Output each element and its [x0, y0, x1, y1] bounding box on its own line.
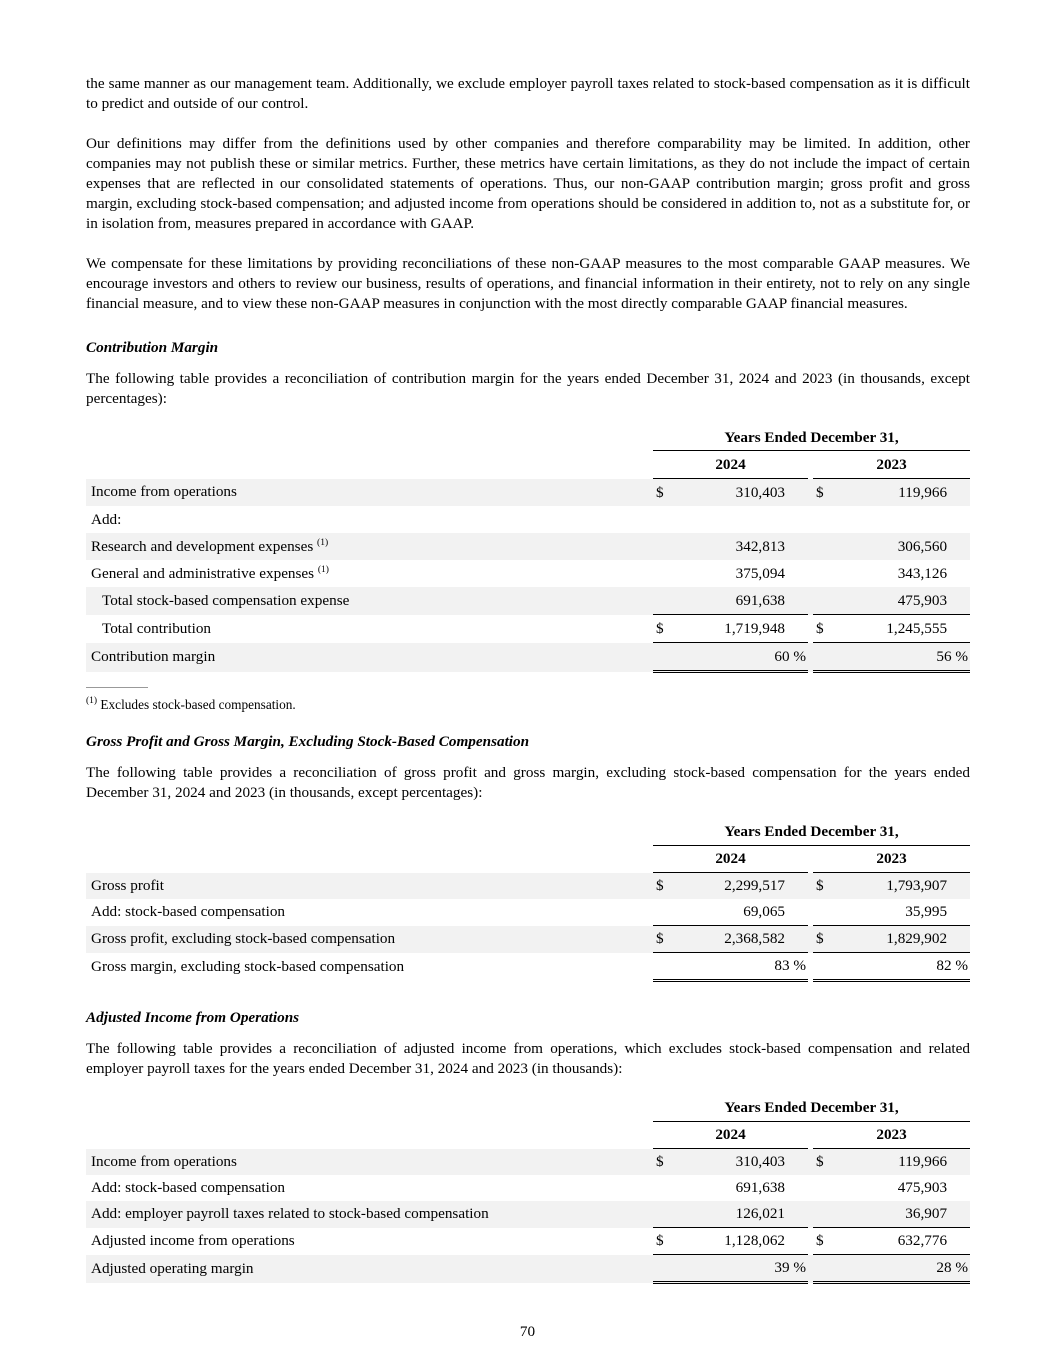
year-2024-header: 2024 — [653, 1122, 808, 1149]
adjusted-income-lead: The following table provides a reconciliation of adjusted income from operations, which excludes stock-based compensation and related employer payroll taxes for the years ended December 31, 2024 and 2023 (in thousands): — [86, 1040, 970, 1077]
dollar-sign: $ — [653, 1149, 688, 1176]
table-row — [86, 560, 970, 587]
footnote: $^{(1)}$ Excludes stock-based compensation. — [86, 696, 296, 712]
value-2023: 56 % — [848, 643, 970, 672]
table-header-years — [86, 846, 970, 873]
value-2024: 60 % — [688, 643, 808, 672]
table-row — [86, 587, 970, 615]
value-2023: 475,903 — [848, 587, 970, 615]
table-row — [86, 899, 970, 926]
footnote-marker: (1) — [317, 537, 329, 548]
year-2023-header: 2023 — [813, 1122, 970, 1149]
table-header-years — [86, 451, 970, 479]
value-2024: 1,719,948 — [688, 615, 808, 643]
value-2024: 375,094 — [735, 564, 785, 582]
dollar-sign: $ — [653, 926, 688, 953]
footnote-marker: (1) — [86, 696, 98, 706]
value-2023: 82 % — [848, 953, 970, 981]
table-row — [86, 953, 970, 981]
years-ended-header: Years Ended December 31, — [653, 819, 970, 846]
row-label: Total contribution — [102, 619, 212, 637]
row-label: Add: stock-based compensation — [91, 903, 286, 921]
value-2024: 691,638 — [735, 1179, 785, 1196]
value-2023: 1,245,555 — [848, 615, 970, 643]
value-2023: 343,126 — [897, 564, 948, 582]
row-label: Gross profit, excluding stock-based compensation — [86, 926, 653, 953]
table-row — [86, 1228, 970, 1255]
value-2024: 126,021 — [688, 1201, 808, 1228]
table-row — [86, 1255, 970, 1283]
value-2023: 306,560 — [848, 533, 970, 560]
row-label: Total stock-based compensation expense — [86, 587, 653, 615]
page-number: 70 — [519, 1323, 536, 1340]
gross-profit-lead: The following table provides a reconciliation of gross profit and gross margin, excluding stock-based compensation for the years ended December 31, 2024 and 2023 (in thousands, except percentages): — [86, 764, 970, 801]
document-page — [86, 74, 970, 1284]
table-header-row — [86, 425, 970, 451]
value-2024: 69,065 — [688, 899, 808, 926]
adjusted-income-table — [86, 1095, 970, 1284]
row-label: Income from operations — [86, 1149, 653, 1176]
value-2023: 1,793,907 — [848, 873, 970, 900]
dollar-sign: $ — [653, 1228, 688, 1255]
dollar-sign: $ — [653, 873, 688, 900]
value-2024: 691,638 — [688, 587, 808, 615]
footnote-divider — [86, 687, 148, 688]
value-2023: 35,995 — [848, 899, 970, 926]
table-row — [86, 479, 970, 507]
table-row — [86, 1175, 970, 1201]
contribution-margin-lead: The following table provides a reconciliation of contribution margin for the years ended December 31, 2024 and 2023 (in thousands, except percentages): — [86, 370, 970, 407]
year-2024-header: 2024 — [653, 846, 808, 873]
table-row — [86, 506, 970, 533]
row-label: Income from operations — [86, 479, 653, 507]
table-header-row — [86, 819, 970, 846]
value-2023: 475,903 — [897, 1179, 948, 1196]
contribution-margin-table — [86, 425, 970, 673]
value-2023: 632,776 — [848, 1228, 970, 1255]
table-row — [86, 873, 970, 900]
value-2024: 310,403 — [688, 1149, 808, 1176]
row-label: Research and development expenses $^{(1)}$ — [86, 533, 653, 560]
dollar-sign: $ — [653, 479, 688, 507]
row-label: General and administrative expenses $^{(1)}$ — [91, 564, 329, 582]
value-2024: 2,299,517 — [688, 873, 808, 900]
table-row — [86, 643, 970, 672]
dollar-sign: $ — [813, 873, 848, 900]
value-2024: 310,403 — [688, 479, 808, 507]
years-ended-header: Years Ended December 31, — [653, 1095, 970, 1122]
table-row — [86, 1149, 970, 1176]
row-label: Gross margin, excluding stock-based compensation — [91, 957, 405, 975]
adjusted-income-heading: Adjusted Income from Operations — [86, 1009, 300, 1026]
value-2023: 1,829,902 — [848, 926, 970, 953]
footnote-marker: (1) — [317, 564, 329, 575]
table-header-row — [86, 1095, 970, 1122]
value-2023: 119,966 — [848, 479, 970, 507]
intro-paragraph-1: the same manner as our management team. Additionally, we exclude employer payroll taxes related to stock-based compensation as it is difficult to predict and outside of our control. — [86, 75, 970, 112]
year-2024-header: 2024 — [653, 451, 808, 479]
row-label: Contribution margin — [86, 643, 653, 672]
table-row — [86, 533, 970, 560]
row-label: Add: — [91, 510, 122, 528]
years-ended-header: Years Ended December 31, — [653, 425, 970, 451]
row-label: Add: employer payroll taxes related to stock-based compensation — [86, 1201, 653, 1228]
table-row — [86, 926, 970, 953]
table-header-years — [86, 1122, 970, 1149]
row-label: Add: stock-based compensation — [91, 1179, 286, 1196]
row-label: Gross profit — [86, 873, 653, 900]
dollar-sign: $ — [813, 615, 848, 643]
value-2024: 342,813 — [688, 533, 808, 560]
value-2023: 36,907 — [848, 1201, 970, 1228]
intro-paragraph-2: Our definitions may differ from the definitions used by other companies and therefore comparability may be limited. In addition, other companies may not publish these or similar metrics. Further, these metrics have certain limitations, as they do not include the impact of certain expenses that are reflected in our consolidated statements of operations. Thus, our non-GAAP contribution margin; gross profit and gross margin, excluding stock-based compensation; and adjusted income from operations should be considered in addition to, not as a substitute for, or in isolation from, measures prepared in accordance with GAAP. — [86, 135, 970, 232]
row-label: Adjusted operating margin — [86, 1255, 653, 1283]
intro-paragraph-3: We compensate for these limitations by providing reconciliations of these non-GAAP measures to the most comparable GAAP measures. We encourage investors and others to review our business, results of operations, and financial information in their entirety, not to rely on any single financial measure, and to view these non-GAAP measures in conjunction with the most directly comparable GAAP financial measures. — [86, 255, 970, 312]
value-2024: 2,368,582 — [688, 926, 808, 953]
gross-profit-heading: Gross Profit and Gross Margin, Excluding Stock-Based Compensation — [86, 733, 530, 750]
contribution-margin-heading: Contribution Margin — [86, 339, 219, 356]
row-label: Adjusted income from operations — [91, 1232, 295, 1249]
year-2023-header: 2023 — [813, 451, 970, 479]
value-2024: 83 % — [688, 953, 808, 981]
dollar-sign: $ — [653, 615, 688, 643]
dollar-sign: $ — [813, 1149, 848, 1176]
dollar-sign: $ — [813, 1228, 848, 1255]
value-2024: 1,128,062 — [688, 1228, 808, 1255]
gross-profit-table — [86, 819, 970, 982]
table-row — [86, 1201, 970, 1228]
dollar-sign: $ — [813, 479, 848, 507]
value-2024: 39 % — [688, 1255, 808, 1283]
value-2023: 28 % — [848, 1255, 970, 1283]
value-2023: 119,966 — [848, 1149, 970, 1176]
table-row — [86, 615, 970, 643]
dollar-sign: $ — [813, 926, 848, 953]
year-2023-header: 2023 — [813, 846, 970, 873]
